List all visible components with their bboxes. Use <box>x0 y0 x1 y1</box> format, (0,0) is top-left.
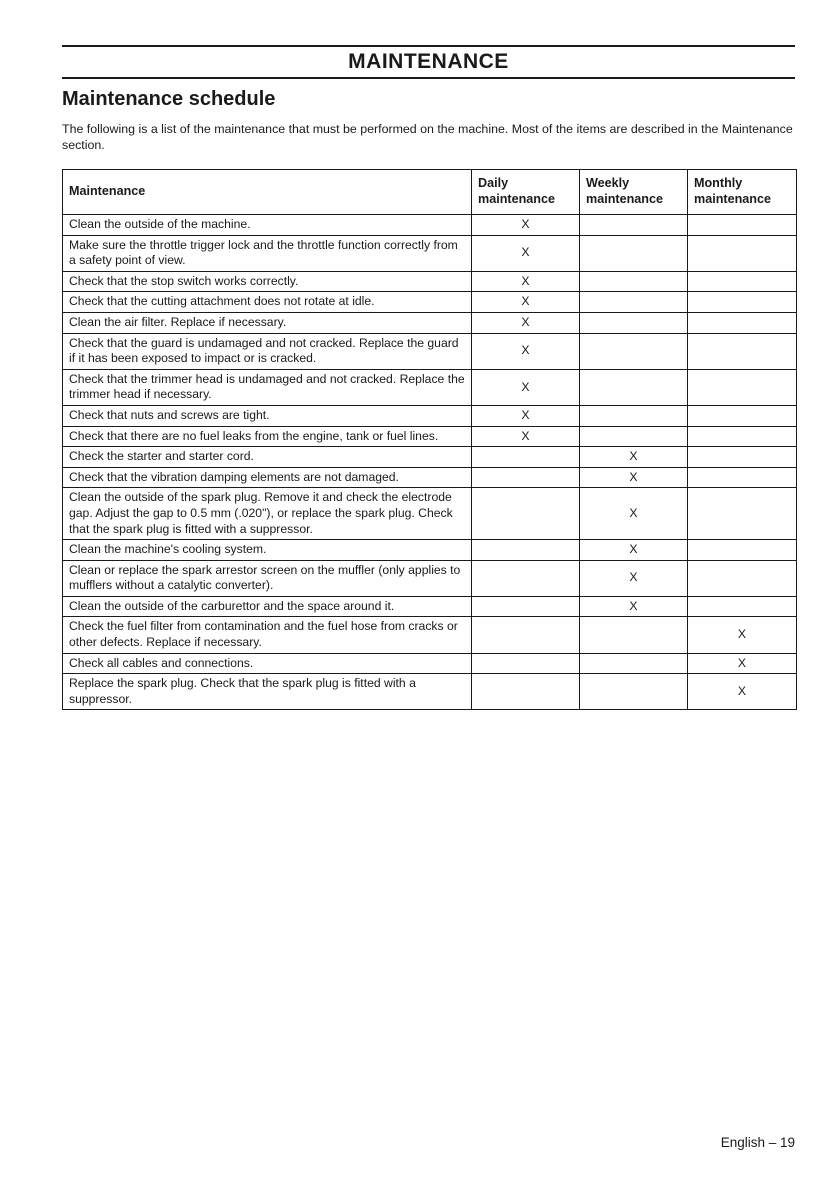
table-header-row <box>63 170 797 215</box>
daily-mark-cell: X <box>472 312 580 333</box>
weekly-mark-cell: X <box>580 596 688 617</box>
daily-mark-cell <box>472 467 580 488</box>
daily-mark-cell: X <box>472 333 580 369</box>
task-cell: Clean the outside of the spark plug. Remove it and check the electrode gap. Adjust the gap to 0.5 mm (.020"), or replace the spark plug. Check that the spark plug is fitted with a suppressor. <box>63 488 472 540</box>
weekly-mark-cell: X <box>580 447 688 468</box>
maintenance-schedule-table <box>62 169 797 710</box>
monthly-mark-cell <box>688 488 797 540</box>
header-weekly: Weekly maintenance <box>580 170 688 215</box>
monthly-mark-cell <box>688 560 797 596</box>
table-row <box>63 617 797 653</box>
daily-mark-cell: X <box>472 271 580 292</box>
monthly-mark-cell <box>688 292 797 313</box>
weekly-mark-cell <box>580 215 688 236</box>
task-cell: Check the fuel filter from contamination and the fuel hose from cracks or other defects. Replace if necessary. <box>63 617 472 653</box>
weekly-mark-cell <box>580 617 688 653</box>
task-cell: Clean the outside of the carburettor and the space around it. <box>63 596 472 617</box>
table-row <box>63 653 797 674</box>
task-cell: Check that nuts and screws are tight. <box>63 405 472 426</box>
monthly-mark-cell <box>688 596 797 617</box>
section-title: MAINTENANCE <box>348 50 509 73</box>
monthly-mark-cell <box>688 235 797 271</box>
weekly-mark-cell <box>580 653 688 674</box>
table-row <box>63 426 797 447</box>
table-row <box>63 333 797 369</box>
task-cell: Check the starter and starter cord. <box>63 447 472 468</box>
monthly-mark-cell <box>688 312 797 333</box>
table-row <box>63 292 797 313</box>
monthly-mark-cell <box>688 540 797 561</box>
weekly-mark-cell <box>580 405 688 426</box>
weekly-mark-cell: X <box>580 467 688 488</box>
task-cell: Make sure the throttle trigger lock and the throttle function correctly from a safety point of view. <box>63 235 472 271</box>
daily-mark-cell <box>472 488 580 540</box>
table-row <box>63 271 797 292</box>
daily-mark-cell: X <box>472 405 580 426</box>
monthly-mark-cell: X <box>688 653 797 674</box>
daily-mark-cell <box>472 560 580 596</box>
daily-mark-cell <box>472 617 580 653</box>
weekly-mark-cell <box>580 235 688 271</box>
table-row <box>63 405 797 426</box>
weekly-mark-cell <box>580 333 688 369</box>
table-row <box>63 369 797 405</box>
task-cell: Clean or replace the spark arrestor screen on the muffler (only applies to mufflers without a catalytic converter). <box>63 560 472 596</box>
section-header-bar <box>62 45 795 79</box>
monthly-mark-cell <box>688 467 797 488</box>
weekly-mark-cell <box>580 271 688 292</box>
table-row <box>63 467 797 488</box>
daily-mark-cell <box>472 596 580 617</box>
table-row <box>63 560 797 596</box>
task-cell: Check that the stop switch works correctly. <box>63 271 472 292</box>
monthly-mark-cell: X <box>688 674 797 710</box>
monthly-mark-cell <box>688 369 797 405</box>
daily-mark-cell <box>472 447 580 468</box>
weekly-mark-cell <box>580 674 688 710</box>
table-row <box>63 596 797 617</box>
weekly-mark-cell: X <box>580 540 688 561</box>
daily-mark-cell: X <box>472 369 580 405</box>
weekly-mark-cell: X <box>580 560 688 596</box>
daily-mark-cell <box>472 653 580 674</box>
page-footer: English – 19 <box>720 1135 795 1150</box>
table-row <box>63 235 797 271</box>
page-heading: Maintenance schedule <box>62 88 276 110</box>
monthly-mark-cell: X <box>688 617 797 653</box>
task-cell: Check that the cutting attachment does not rotate at idle. <box>63 292 472 313</box>
monthly-mark-cell <box>688 447 797 468</box>
header-maintenance: Maintenance <box>63 170 472 215</box>
task-cell: Clean the machine's cooling system. <box>63 540 472 561</box>
daily-mark-cell: X <box>472 235 580 271</box>
monthly-mark-cell <box>688 271 797 292</box>
task-cell: Check that there are no fuel leaks from the engine, tank or fuel lines. <box>63 426 472 447</box>
table-row <box>63 674 797 710</box>
table-body <box>63 215 797 710</box>
monthly-mark-cell <box>688 426 797 447</box>
table-row <box>63 215 797 236</box>
daily-mark-cell <box>472 540 580 561</box>
task-cell: Clean the outside of the machine. <box>63 215 472 236</box>
monthly-mark-cell <box>688 215 797 236</box>
intro-paragraph: The following is a list of the maintenance that must be performed on the machine. Most of the items are described in the Maintenance section. <box>62 122 793 152</box>
daily-mark-cell <box>472 674 580 710</box>
table-row <box>63 312 797 333</box>
weekly-mark-cell: X <box>580 488 688 540</box>
task-cell: Check that the trimmer head is undamaged and not cracked. Replace the trimmer head if necessary. <box>63 369 472 405</box>
task-cell: Check all cables and connections. <box>63 653 472 674</box>
header-daily: Daily maintenance <box>472 170 580 215</box>
weekly-mark-cell <box>580 369 688 405</box>
daily-mark-cell: X <box>472 426 580 447</box>
task-cell: Replace the spark plug. Check that the spark plug is fitted with a suppressor. <box>63 674 472 710</box>
monthly-mark-cell <box>688 405 797 426</box>
table-row <box>63 447 797 468</box>
task-cell: Check that the guard is undamaged and not cracked. Replace the guard if it has been exposed to impact or is cracked. <box>63 333 472 369</box>
daily-mark-cell: X <box>472 292 580 313</box>
table-row <box>63 488 797 540</box>
monthly-mark-cell <box>688 333 797 369</box>
task-cell: Clean the air filter. Replace if necessary. <box>63 312 472 333</box>
task-cell: Check that the vibration damping elements are not damaged. <box>63 467 472 488</box>
table-row <box>63 540 797 561</box>
weekly-mark-cell <box>580 312 688 333</box>
weekly-mark-cell <box>580 292 688 313</box>
header-monthly: Monthly maintenance <box>688 170 797 215</box>
daily-mark-cell: X <box>472 215 580 236</box>
weekly-mark-cell <box>580 426 688 447</box>
